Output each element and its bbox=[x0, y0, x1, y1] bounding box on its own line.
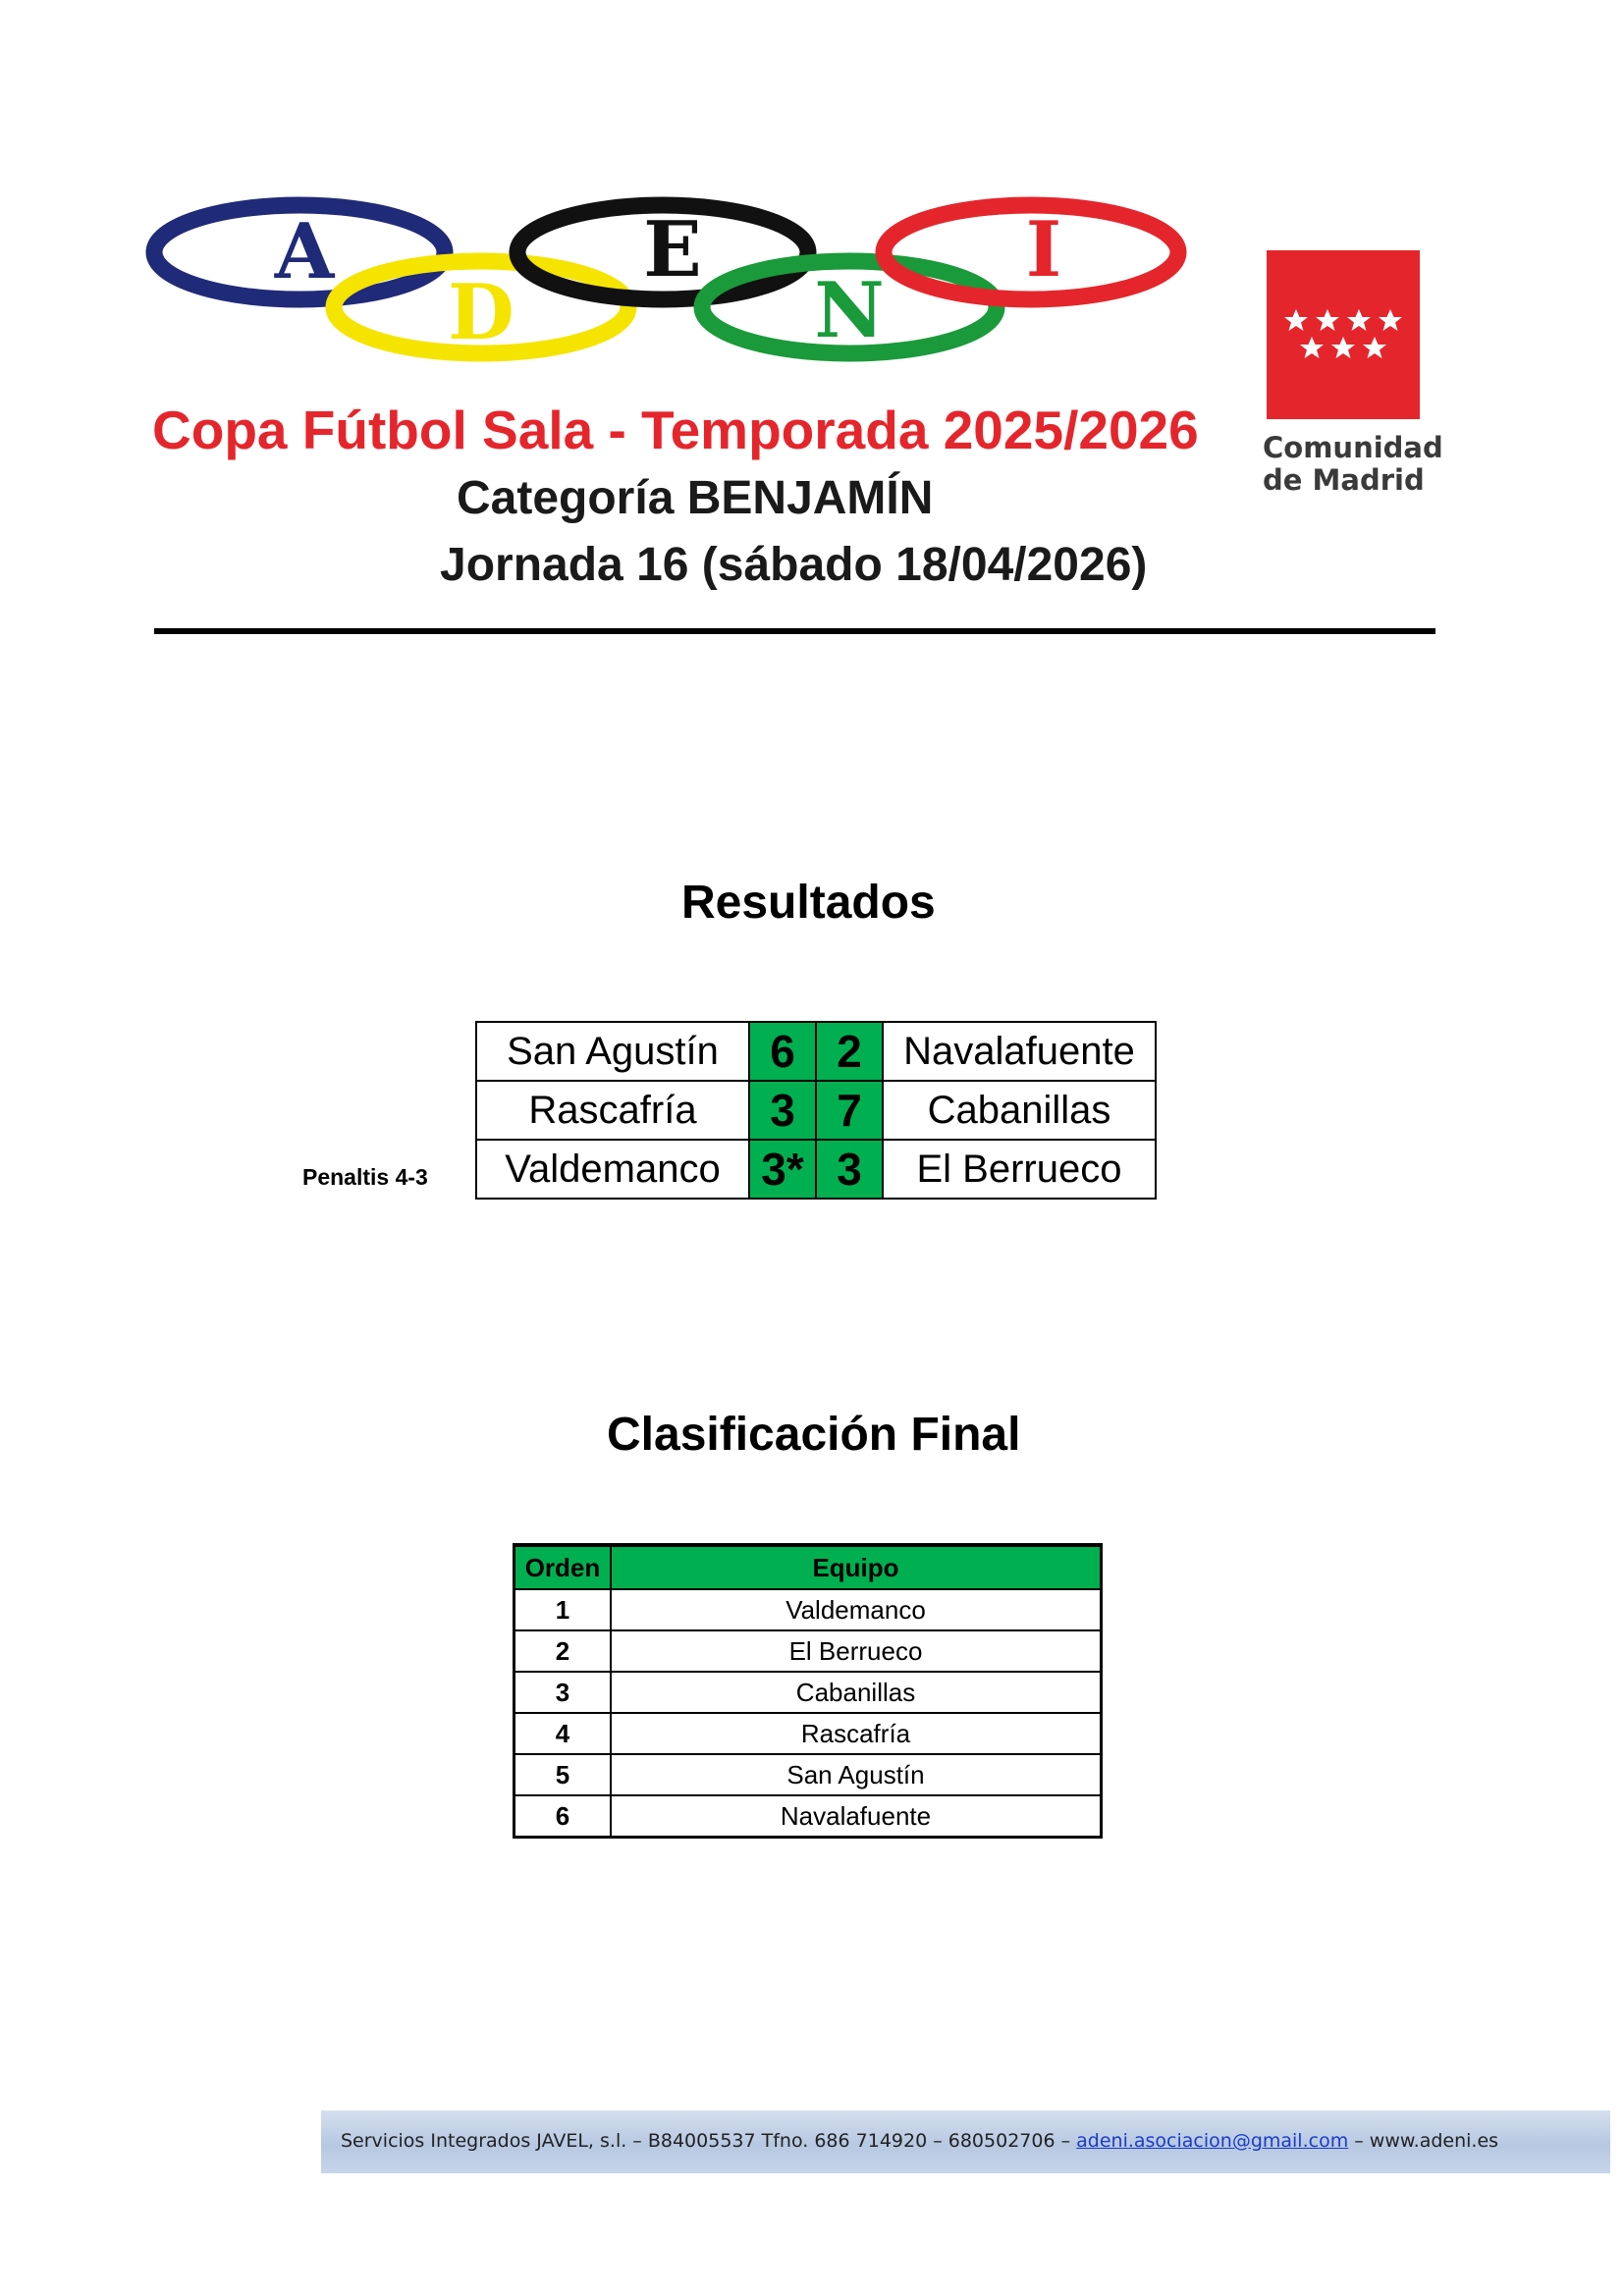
away-team: Cabanillas bbox=[883, 1081, 1156, 1140]
standings-header-row bbox=[514, 1545, 1102, 1589]
results-table bbox=[475, 1021, 1157, 1200]
home-team: San Agustín bbox=[476, 1022, 749, 1081]
position-cell: 2 bbox=[514, 1630, 612, 1672]
home-score: 3* bbox=[749, 1140, 816, 1199]
match-row bbox=[476, 1140, 1156, 1199]
table-row bbox=[514, 1795, 1102, 1838]
region-logo-text bbox=[1263, 431, 1443, 497]
page-title: Copa Fútbol Sala - Temporada 2025/2026 bbox=[152, 400, 1199, 460]
logo-letter-n: N bbox=[814, 266, 885, 355]
region-logo-line2: de Madrid bbox=[1263, 463, 1425, 497]
stars-icon bbox=[1267, 250, 1420, 419]
logo-letter-e: E bbox=[643, 205, 702, 294]
team-cell: Valdemanco bbox=[611, 1589, 1102, 1630]
position-cell: 3 bbox=[514, 1672, 612, 1713]
team-cell: Rascafría bbox=[611, 1713, 1102, 1754]
match-row bbox=[476, 1022, 1156, 1081]
footer-website: – www.adeni.es bbox=[1348, 2130, 1499, 2152]
away-score: 2 bbox=[816, 1022, 883, 1081]
table-row bbox=[514, 1672, 1102, 1713]
standings-table bbox=[513, 1543, 1103, 1839]
away-team: Navalafuente bbox=[883, 1022, 1156, 1081]
position-cell: 1 bbox=[514, 1589, 612, 1630]
results-title: Resultados bbox=[681, 877, 936, 929]
footer-bar bbox=[321, 2110, 1610, 2173]
team-cell: Cabanillas bbox=[611, 1672, 1102, 1713]
standings-title: Clasificación Final bbox=[607, 1409, 1021, 1461]
madrid-flag bbox=[1267, 250, 1420, 419]
home-team: Valdemanco bbox=[476, 1140, 749, 1199]
position-header: Orden bbox=[514, 1545, 612, 1589]
adeni-logo bbox=[142, 191, 1222, 363]
home-team: Rascafría bbox=[476, 1081, 749, 1140]
home-score: 6 bbox=[749, 1022, 816, 1081]
table-row bbox=[514, 1630, 1102, 1672]
team-cell: El Berrueco bbox=[611, 1630, 1102, 1672]
away-team: El Berrueco bbox=[883, 1140, 1156, 1199]
team-cell: San Agustín bbox=[611, 1754, 1102, 1795]
footer-email-link[interactable]: adeni.asociacion@gmail.com bbox=[1076, 2130, 1349, 2152]
team-header: Equipo bbox=[611, 1545, 1102, 1589]
logo-letter-a: A bbox=[274, 207, 335, 296]
header-divider bbox=[154, 628, 1435, 634]
position-cell: 6 bbox=[514, 1795, 612, 1838]
penalty-note: Penaltis 4-3 bbox=[302, 1164, 428, 1190]
away-score: 7 bbox=[816, 1081, 883, 1140]
category-subtitle: Categoría BENJAMÍN bbox=[457, 472, 934, 524]
table-row bbox=[514, 1754, 1102, 1795]
footer-company-info: Servicios Integrados JAVEL, s.l. – B84005537 Tfno. 686 714920 – 680502706 – bbox=[341, 2130, 1077, 2152]
position-cell: 5 bbox=[514, 1754, 612, 1795]
away-score: 3 bbox=[816, 1140, 883, 1199]
logo-letter-d: D bbox=[448, 268, 514, 357]
matchday-subtitle: Jornada 16 (sábado 18/04/2026) bbox=[440, 539, 1148, 591]
home-score: 3 bbox=[749, 1081, 816, 1140]
table-row bbox=[514, 1713, 1102, 1754]
logo-letter-i: I bbox=[1025, 205, 1062, 294]
comunidad-de-madrid-logo bbox=[1263, 250, 1443, 501]
table-row bbox=[514, 1589, 1102, 1630]
team-cell: Navalafuente bbox=[611, 1795, 1102, 1838]
position-cell: 4 bbox=[514, 1713, 612, 1754]
region-logo-line1: Comunidad bbox=[1263, 431, 1443, 464]
match-row bbox=[476, 1081, 1156, 1140]
footer-text bbox=[341, 2130, 1498, 2152]
